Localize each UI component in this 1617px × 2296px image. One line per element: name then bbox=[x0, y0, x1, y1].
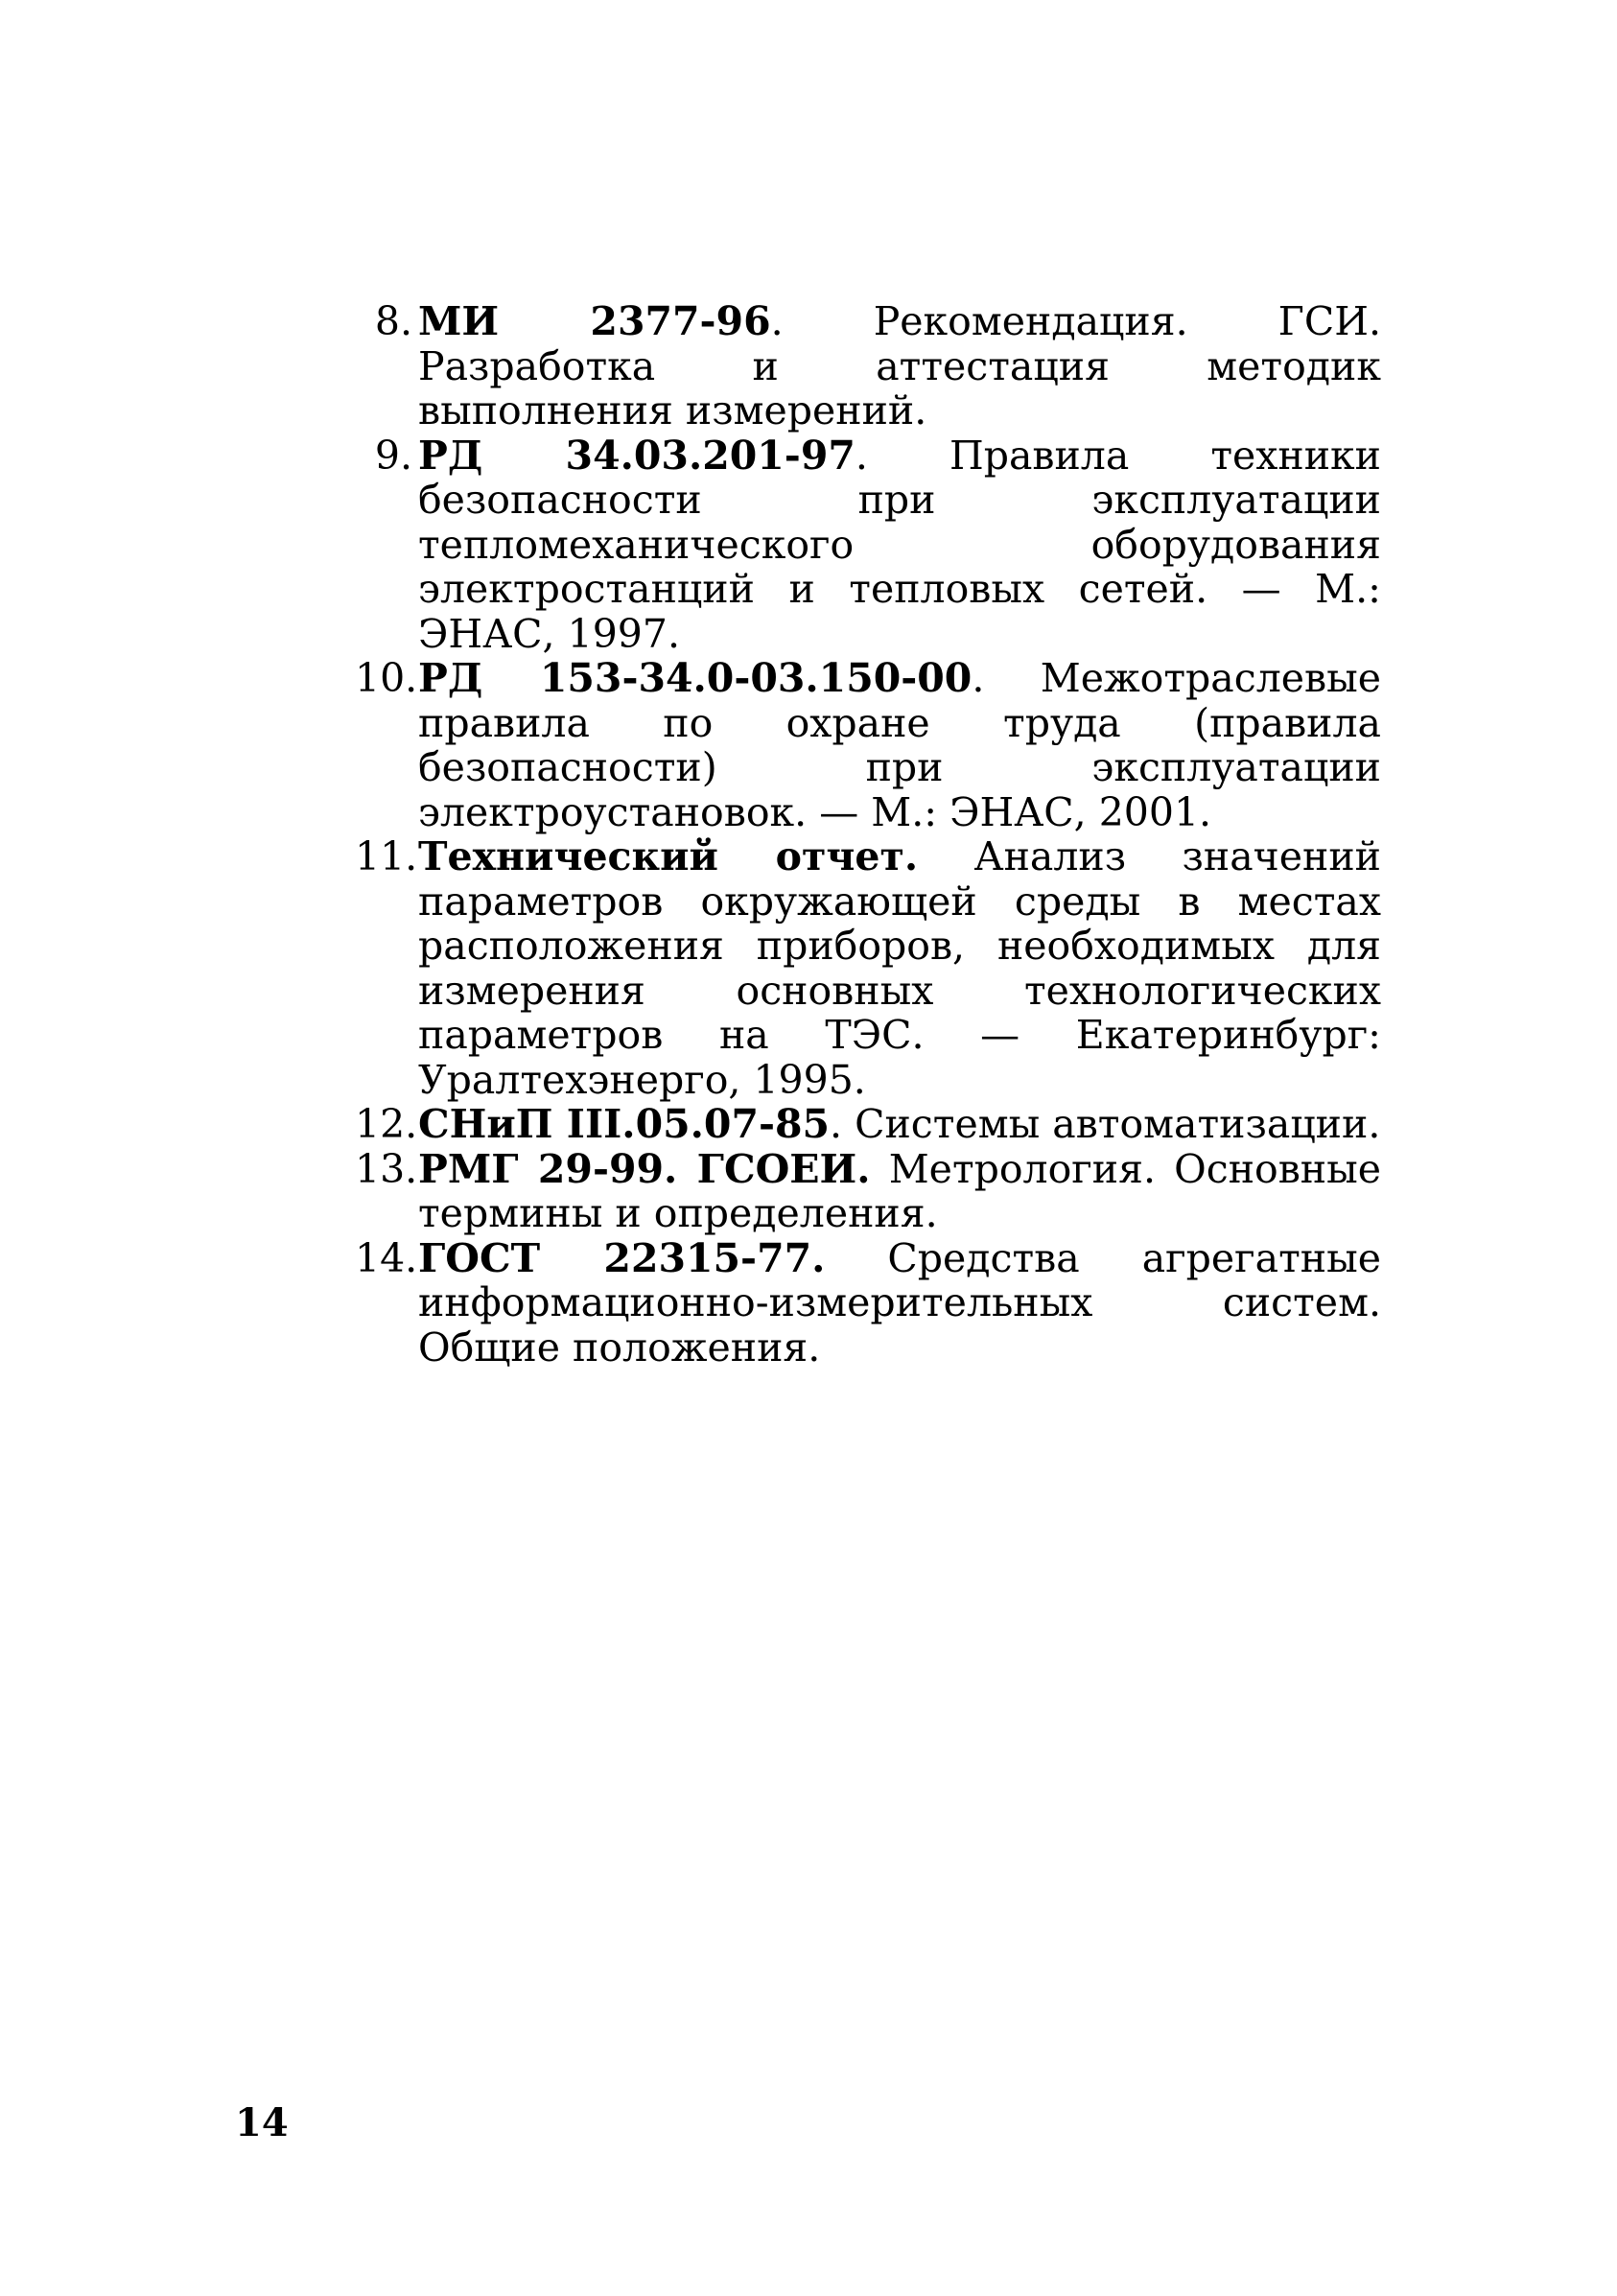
reference-code: ГОСТ 22315-77. bbox=[418, 1234, 826, 1281]
reference-code: РД 153-34.0-03.150-00 bbox=[418, 655, 973, 701]
reference-number: 10. bbox=[355, 655, 418, 701]
reference-list bbox=[355, 299, 1381, 1370]
reference-code: РМГ 29-99. ГСОЕИ. bbox=[418, 1145, 871, 1192]
reference-code: РД 34.03.201-97 bbox=[418, 432, 855, 479]
reference-text: Средства агрегатные информационно-измерительных систем. Общие положения. bbox=[418, 1234, 1381, 1371]
reference-text: . Рекомендация. ГСИ. Разработка и аттестация методик выполнения измерений. bbox=[418, 298, 1381, 433]
reference-item bbox=[355, 433, 1381, 657]
reference-code: МИ 2377-96 bbox=[418, 298, 771, 344]
reference-text: . Правила техники безопасности при эксплуатации тепломеханического оборудования электростанций и тепловых сетей. — М.: ЭНАС, 1997. bbox=[418, 432, 1381, 657]
reference-number: 12. bbox=[355, 1101, 418, 1147]
reference-item bbox=[355, 656, 1381, 834]
reference-text: . Системы автоматизации. bbox=[830, 1101, 1381, 1147]
reference-item bbox=[355, 1236, 1381, 1371]
reference-code: Технический отчет. bbox=[418, 833, 919, 879]
reference-text: Метрология. Основные термины и определения. bbox=[418, 1145, 1382, 1236]
page-number: 14 bbox=[235, 2100, 289, 2145]
reference-number: 9. bbox=[374, 432, 412, 479]
reference-item bbox=[355, 1102, 1381, 1147]
reference-text: Анализ значений параметров окружающей среды в местах расположения приборов, необходимых для измерения основных технологических параметров на ТЭС. — Екатеринбург: Уралтехэнерго, 1995. bbox=[418, 833, 1381, 1103]
reference-number: 13. bbox=[355, 1145, 418, 1192]
reference-number: 14. bbox=[355, 1234, 418, 1281]
reference-code: СНиП III.05.07-85 bbox=[418, 1101, 831, 1147]
reference-text: . Межотраслевые правила по охране труда (правила безопасности) при эксплуатации электроустановок. — М.: ЭНАС, 2001. bbox=[418, 655, 1381, 835]
reference-item bbox=[355, 1147, 1381, 1236]
reference-item bbox=[355, 299, 1381, 433]
reference-item bbox=[355, 834, 1381, 1102]
reference-number: 8. bbox=[374, 298, 412, 344]
reference-number: 11. bbox=[355, 833, 418, 879]
